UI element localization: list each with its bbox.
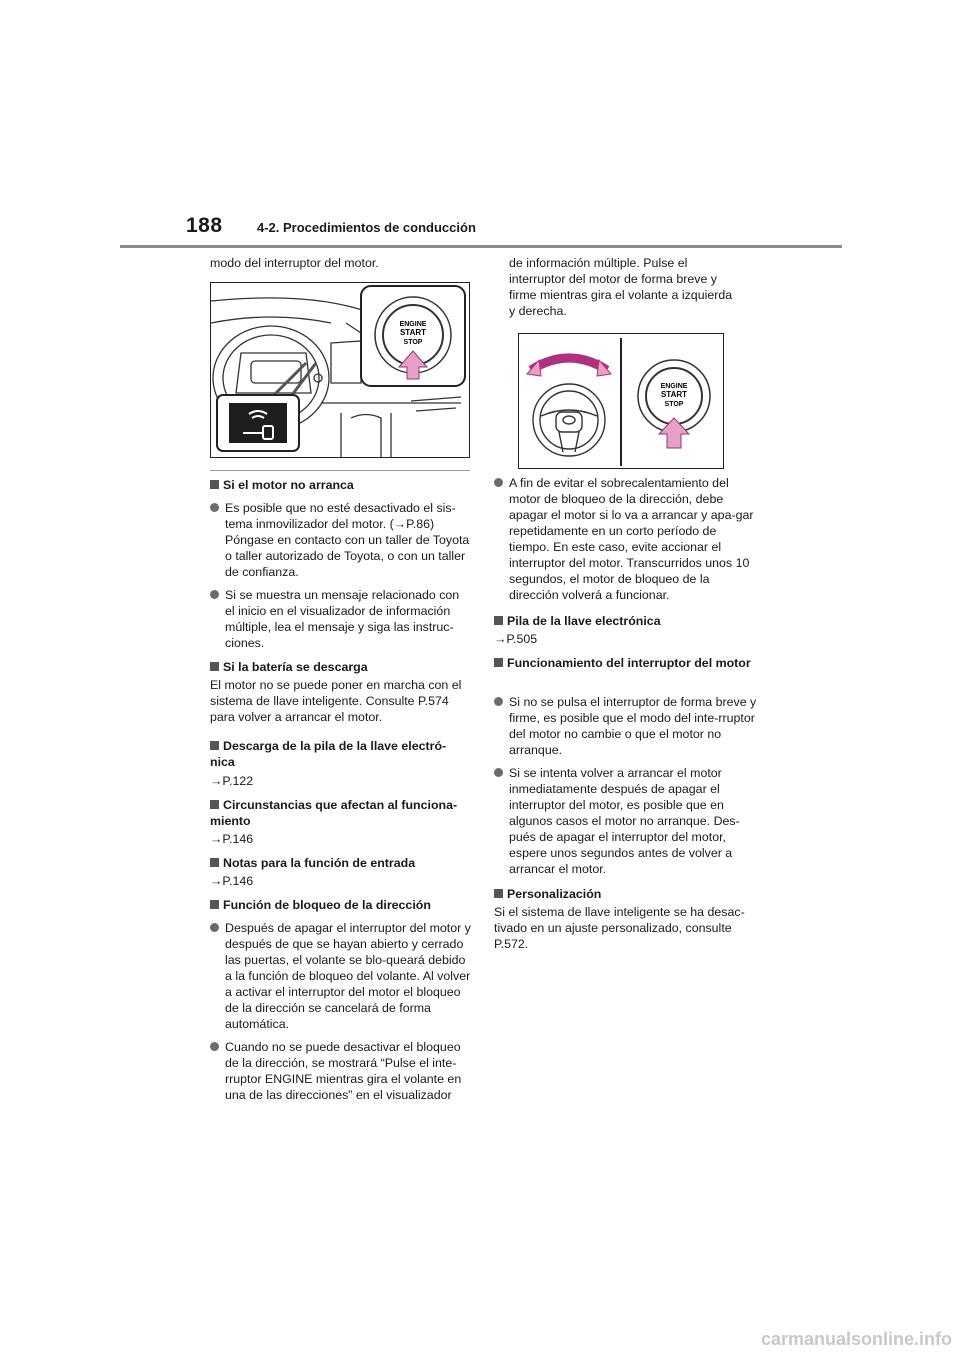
heading-key-pile: Pila de la llave electrónica [494, 613, 756, 629]
button-label-engine-2: ENGINE [660, 383, 688, 390]
heading-circumstances: Circunstancias que afectan al funciona-miento [210, 798, 458, 828]
header-rule [120, 245, 842, 248]
ref-p122: →P.122 [210, 774, 254, 788]
bullet-lock-release: Cuando no se puede desactivar el bloqueo de la dirección, se mostrará “Pulse el inte-rruptor ENGINE mientras gira el volante en una de las direcciones” en el visualizador [210, 1039, 477, 1103]
bullet-overheat: A fin de evitar el sobrecalentamiento del motor de bloqueo de la dirección, debe apagar el motor si lo va a arrancar y apa-gar repetidamente en un corto período de tiempo. En este caso, evite accionar el interruptor del motor. Transcurridos unos 10 segundos, el motor de bloqueo de la dirección volverá a funcionar. [494, 475, 759, 603]
bullet-steering-lock: Después de apagar el interruptor del motor y después de que se hayan abierto y cerrado las puertas, el volante se blo-queará debido a la función de bloqueo del volante. Al volver a activar el interruptor del motor el bloqueo de la dirección se cancelará de forma automática. [210, 920, 475, 1032]
heading-steering-lock: Función de bloqueo de la dirección [210, 897, 470, 913]
rotate-arrow-icon [531, 358, 607, 370]
ref-p146-a: →P.146 [210, 832, 254, 846]
heading-switch-operation: Funcionamiento del interruptor del motor [494, 655, 756, 671]
customization-text: Si el sistema de llave inteligente se ha desac-tivado en un ajuste personalizado, consulte P.572. [494, 905, 745, 951]
bullet-immobilizer: Es posible que no esté desactivado el sis-tema inmovilizador del motor. (→P.86) Póngase en contacto con un taller de Toyota o taller autorizado de Toyota, o con un taller de confianza. [210, 500, 470, 580]
button-label-engine: ENGINE [399, 321, 427, 328]
heading-engine-not-start: Si el motor no arranca [210, 477, 470, 493]
ref-p146-b: →P.146 [210, 874, 254, 888]
button-label-stop: STOP [403, 339, 423, 346]
button-label-start: START [399, 328, 427, 337]
bullet-message: Si se muestra un mensaje relacionado con el inicio en el visualizador de información múltiple, lea el mensaje y siga las instruc-ciones. [210, 587, 470, 651]
section-divider [210, 470, 470, 471]
bullet-restart: Si se intenta volver a arrancar el motor inmediatamente después de apagar el interruptor del motor, es posible que en algunos casos el motor no arranque. Des-pués de apagar el interruptor del motor, espere unos segundos antes de volver a arrancar el motor. [494, 765, 759, 877]
dashboard-figure [210, 282, 470, 458]
heading-entry-notes: Notas para la función de entrada [210, 855, 470, 871]
ref-p505: →P.505 [494, 632, 538, 646]
page-number: 188 [186, 214, 223, 237]
steering-wheel-icon [533, 384, 605, 456]
heading-battery: Si la batería se descarga [210, 659, 470, 675]
heading-key-battery: Descarga de la pila de la llave electró-nica [210, 739, 447, 769]
heading-customization: Personalización [494, 886, 756, 902]
section-title: 4-2. Procedimientos de conducción [257, 220, 476, 235]
battery-text: El motor no se puede poner en marcha con el sistema de llave inteligente. Consulte P.574 para volver a arrancar el motor. [210, 678, 462, 724]
bullet-short-press: Si no se pulsa el interruptor de forma breve y firme, es posible que el modo del inte-rruptor del motor no cambie o que el motor no arranque. [494, 694, 759, 758]
dashboard-illustration [211, 283, 469, 457]
steering-figure [518, 333, 724, 469]
continuation-text: de información múltiple. Pulse el interruptor del motor de forma breve y firme mientras gira el volante a izquierda y derecha. [509, 256, 733, 318]
steering-illustration [519, 334, 723, 468]
intro-text: modo del interruptor del motor. [210, 256, 379, 270]
button-label-start-2: START [660, 390, 688, 399]
watermark: carmanualsonline.info [760, 1329, 952, 1349]
button-label-stop-2: STOP [664, 401, 684, 408]
